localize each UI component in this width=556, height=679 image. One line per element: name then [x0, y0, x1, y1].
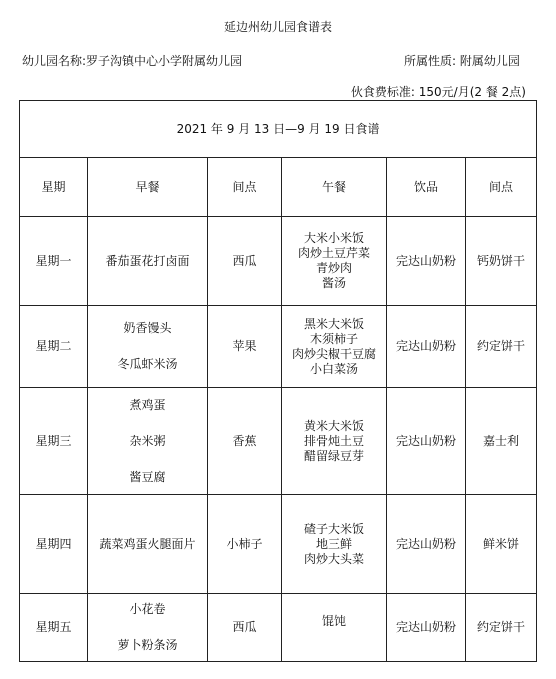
- lunch-cell: [282, 306, 387, 388]
- lunch-item: 排骨炖土豆: [303, 433, 364, 448]
- breakfast-item: 冬瓜虾米汤: [117, 357, 178, 371]
- lunch-cell: [282, 594, 387, 662]
- drink-cell: 完达山奶粉: [387, 388, 466, 495]
- menu-table: [19, 100, 537, 662]
- lunch-item: 地三鲜: [315, 536, 352, 551]
- breakfast-item: 酱豆腐: [129, 469, 166, 484]
- table-row: [20, 306, 537, 388]
- snack-cell: 苹果: [208, 306, 282, 388]
- header-row: [20, 158, 537, 217]
- lunch-item: 小白菜汤: [309, 361, 358, 376]
- header-breakfast: 早餐: [88, 158, 208, 217]
- lunch-item: 肉炒大头菜: [303, 551, 364, 566]
- page-title: 延边州幼儿园食谱表: [223, 20, 332, 34]
- header-day: 星期: [20, 158, 88, 217]
- snack-cell: 西瓜: [208, 594, 282, 662]
- table-row: [20, 594, 537, 662]
- snack-cell: 小柿子: [208, 495, 282, 594]
- kindergarten-type: 所属性质: 附属幼儿园: [404, 54, 520, 68]
- lunch-item: 青炒肉: [315, 261, 352, 275]
- breakfast-item: 杂米粥: [129, 433, 166, 448]
- drink-cell: 完达山奶粉: [387, 306, 466, 388]
- fee-standard: 伙食费标准: 150元/月(2 餐 2点): [350, 85, 526, 99]
- lunch-cell: [282, 217, 387, 306]
- snack-cell: 香蕉: [208, 388, 282, 495]
- lunch-item: 肉炒尖椒干豆腐: [291, 346, 376, 361]
- day-cell: 星期二: [20, 306, 88, 388]
- lunch-item: 馄饨: [321, 614, 346, 628]
- drink-cell: 完达山奶粉: [387, 594, 466, 662]
- lunch-item: 酱汤: [321, 276, 346, 290]
- lunch-item: 肉炒土豆芹菜: [297, 246, 370, 260]
- day-cell: 星期四: [20, 495, 88, 594]
- lunch-item: 大米小米饭: [303, 231, 364, 245]
- lunch-item: 黄米大米饭: [303, 418, 364, 433]
- drink-cell: 完达山奶粉: [387, 217, 466, 306]
- breakfast-item: 番茄蛋花打卤面: [105, 253, 190, 268]
- snack-cell: 嘉士利: [466, 388, 537, 495]
- snack-cell: 鲜米饼: [466, 495, 537, 594]
- kindergarten-name: 幼儿园名称:罗子沟镇中心小学附属幼儿园: [22, 54, 243, 68]
- snack-cell: 钙奶饼干: [466, 217, 537, 306]
- breakfast-cell: [88, 388, 208, 495]
- header-snack: 间点: [466, 158, 537, 217]
- lunch-item: 木须柿子: [309, 331, 358, 346]
- breakfast-cell: [88, 495, 208, 594]
- lunch-item: 醋留绿豆芽: [303, 448, 364, 463]
- header-snack: 间点: [208, 158, 282, 217]
- breakfast-item: 小花卷: [129, 602, 166, 616]
- header-lunch: 午餐: [282, 158, 387, 217]
- breakfast-item: 奶香馒头: [123, 321, 172, 335]
- week-title: 2021 年 9 月 13 日—9 月 19 日食谱: [20, 101, 537, 158]
- day-cell: 星期三: [20, 388, 88, 495]
- snack-cell: 西瓜: [208, 217, 282, 306]
- snack-cell: 约定饼干: [466, 594, 537, 662]
- header-drink: 饮品: [387, 158, 466, 217]
- breakfast-item: 蔬菜鸡蛋火腿面片: [99, 536, 196, 551]
- lunch-item: 黑米大米饭: [303, 316, 364, 331]
- breakfast-item: 萝卜粉条汤: [117, 638, 178, 652]
- breakfast-cell: [88, 594, 208, 662]
- snack-cell: 约定饼干: [466, 306, 537, 388]
- day-cell: 星期一: [20, 217, 88, 306]
- breakfast-cell: [88, 217, 208, 306]
- lunch-cell: [282, 388, 387, 495]
- day-cell: 星期五: [20, 594, 88, 662]
- breakfast-item: 煮鸡蛋: [129, 397, 166, 412]
- table-row: [20, 217, 537, 306]
- table-row: [20, 495, 537, 594]
- table-row: [20, 388, 537, 495]
- lunch-item: 碴子大米饭: [303, 521, 364, 536]
- week-title-row: [20, 101, 537, 158]
- lunch-cell: [282, 495, 387, 594]
- drink-cell: 完达山奶粉: [387, 495, 466, 594]
- breakfast-cell: [88, 306, 208, 388]
